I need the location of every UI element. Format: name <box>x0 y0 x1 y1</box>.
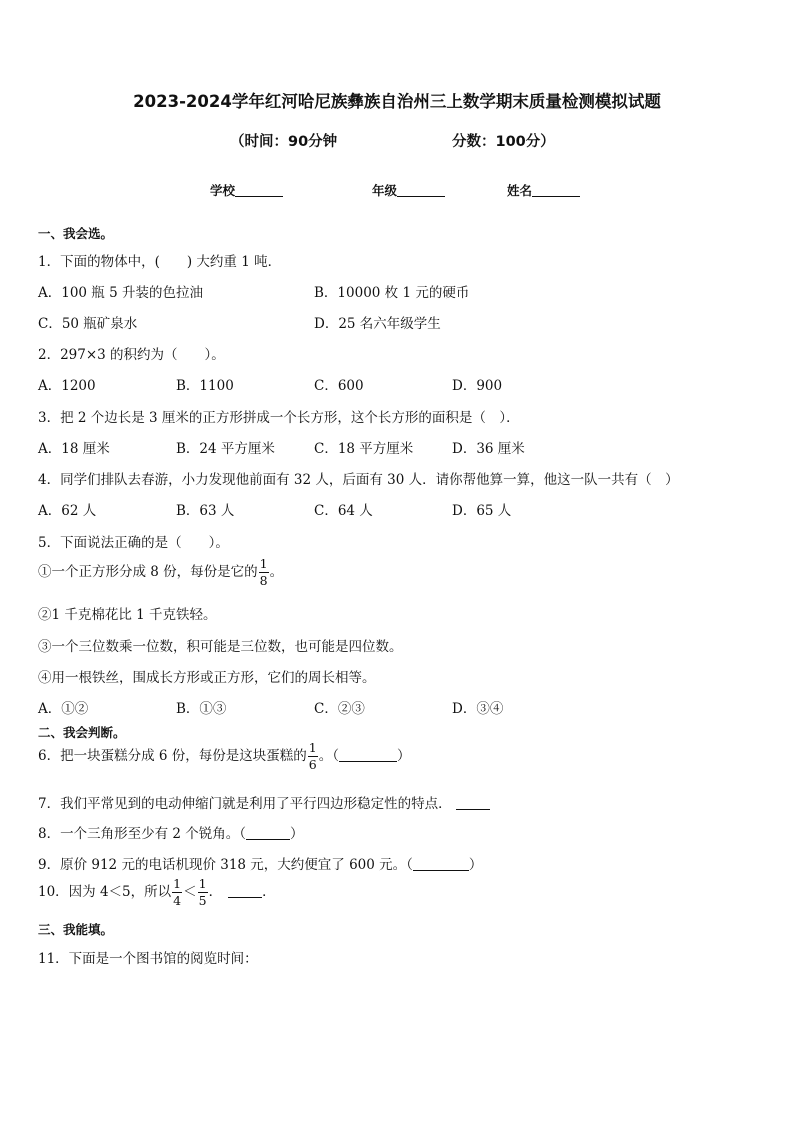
q6-answer-blank[interactable] <box>339 749 397 762</box>
school-field <box>210 181 283 199</box>
q11-stem: 11．下面是一个图书馆的阅览时间： <box>38 951 258 967</box>
fraction-denominator: 5 <box>198 892 207 908</box>
name-field <box>507 181 580 199</box>
q10-period: ． <box>208 884 223 900</box>
section-1-heading: 一、我会选。 <box>38 226 114 241</box>
q7 <box>38 792 490 812</box>
q5-stem: 5．下面说法正确的是（ ）。 <box>38 535 229 551</box>
q5-option-a: A．①② <box>38 701 89 717</box>
q10-end: ． <box>262 884 276 900</box>
q8-answer-blank[interactable] <box>246 827 290 840</box>
q4-option-b: B．63 人 <box>176 503 235 519</box>
school-label: 学校 <box>210 183 236 198</box>
q2-option-d: D．900 <box>452 378 503 394</box>
q4-option-a: A．62 人 <box>38 503 97 519</box>
grade-label: 年级 <box>372 183 398 198</box>
school-blank <box>235 184 283 197</box>
fraction-one-sixth <box>308 742 318 771</box>
q4-stem: 4．同学们排队去春游，小力发现他前面有 32 人，后面有 30 人．请你帮他算一算，他这一队一共有（ ） <box>38 472 679 488</box>
q7-answer-blank[interactable] <box>456 797 490 810</box>
fraction-numerator: 1 <box>308 740 317 755</box>
q1-option-c: C．50 瓶矿泉水 <box>38 316 138 332</box>
q5-statement-3: ③一个三位数乘一位数，积可能是三位数，也可能是四位数。 <box>38 639 403 655</box>
fraction-one-eighth <box>259 558 269 587</box>
q5-statement-1-end: 。 <box>269 564 284 580</box>
q9-answer-blank[interactable] <box>413 858 469 871</box>
q3-option-c: C．18 平方厘米 <box>314 441 414 457</box>
q3-option-a: A．18 厘米 <box>38 441 110 457</box>
name-blank <box>532 184 580 197</box>
fraction-one-fifth <box>198 878 208 907</box>
section-2-heading: 二、我会判断。 <box>38 725 126 740</box>
fraction-numerator: 1 <box>259 556 268 571</box>
q5-statement-4: ④用一根铁丝，围成长方形或正方形，它们的周长相等。 <box>38 670 376 686</box>
q5-option-c: C．②③ <box>314 701 365 717</box>
q10-text: 10．因为 4＜5，所以 <box>38 884 172 900</box>
grade-field <box>372 181 445 199</box>
fraction-numerator: 1 <box>198 876 207 891</box>
q2-stem: 2．297×3 的积约为（ ）。 <box>38 347 225 363</box>
q2-option-a: A．1200 <box>38 378 96 394</box>
q2-option-b: B．1100 <box>176 378 234 394</box>
q9 <box>38 853 482 873</box>
q6-paren-close: ） <box>396 748 411 764</box>
exam-score: 分数：100分） <box>452 134 555 150</box>
exam-title: 2023-2024学年红河哈尼族彝族自治州三上数学期末质量检测模拟试题 <box>133 92 661 111</box>
exam-time: （时间：90分钟 <box>230 134 338 150</box>
q3-stem: 3．把 2 个边长是 3 厘米的正方形拼成一个长方形，这个长方形的面积是（ ）． <box>38 410 520 426</box>
q5-statement-1-text: ①一个正方形分成 8 份，每份是它的 <box>38 564 258 580</box>
fraction-one-quarter <box>172 878 182 907</box>
q10-answer-blank[interactable] <box>228 885 262 898</box>
q1-option-a: A．100 瓶 5 升装的色拉油 <box>38 285 203 301</box>
q4-option-c: C．64 人 <box>314 503 373 519</box>
q1-option-b: B．10000 枚 1 元的硬币 <box>314 285 470 301</box>
fraction-denominator: 6 <box>308 756 317 772</box>
q5-option-b: B．①③ <box>176 701 227 717</box>
q9-text: 9．原价 912 元的电话机现价 318 元，大约便宜了 600 元。（ <box>38 857 413 873</box>
q3-option-b: B．24 平方厘米 <box>176 441 275 457</box>
section-3-heading: 三、我能填。 <box>38 922 114 937</box>
q10 <box>38 878 276 907</box>
q4-option-d: D．65 人 <box>452 503 512 519</box>
q8-text: 8．一个三角形至少有 2 个锐角。（ <box>38 826 247 842</box>
name-label: 姓名 <box>507 183 533 198</box>
q3-option-d: D．36 厘米 <box>452 441 525 457</box>
q9-paren-close: ） <box>468 857 483 873</box>
fraction-denominator: 8 <box>259 572 268 588</box>
q5-option-d: D．③④ <box>452 701 504 717</box>
less-than-sign: ＜ <box>183 884 197 900</box>
fraction-numerator: 1 <box>173 876 182 891</box>
q1-stem: 1．下面的物体中，( ) 大约重 1 吨． <box>38 254 282 270</box>
q8 <box>38 822 304 842</box>
q1-option-d: D．25 名六年级学生 <box>314 316 441 332</box>
fraction-denominator: 4 <box>173 892 182 908</box>
q6-text: 6．把一块蛋糕分成 6 份，每份是这块蛋糕的 <box>38 748 307 764</box>
q6-paren-open: 。（ <box>318 748 339 764</box>
q5-statement-1 <box>38 558 283 587</box>
q6 <box>38 742 410 771</box>
q5-statement-2: ②1 千克棉花比 1 千克铁轻。 <box>38 607 217 623</box>
q2-option-c: C．600 <box>314 378 364 394</box>
grade-blank <box>397 184 445 197</box>
q8-paren-close: ） <box>290 826 304 842</box>
q7-text: 7．我们平常见到的电动伸缩门就是利用了平行四边形稳定性的特点． <box>38 796 452 812</box>
